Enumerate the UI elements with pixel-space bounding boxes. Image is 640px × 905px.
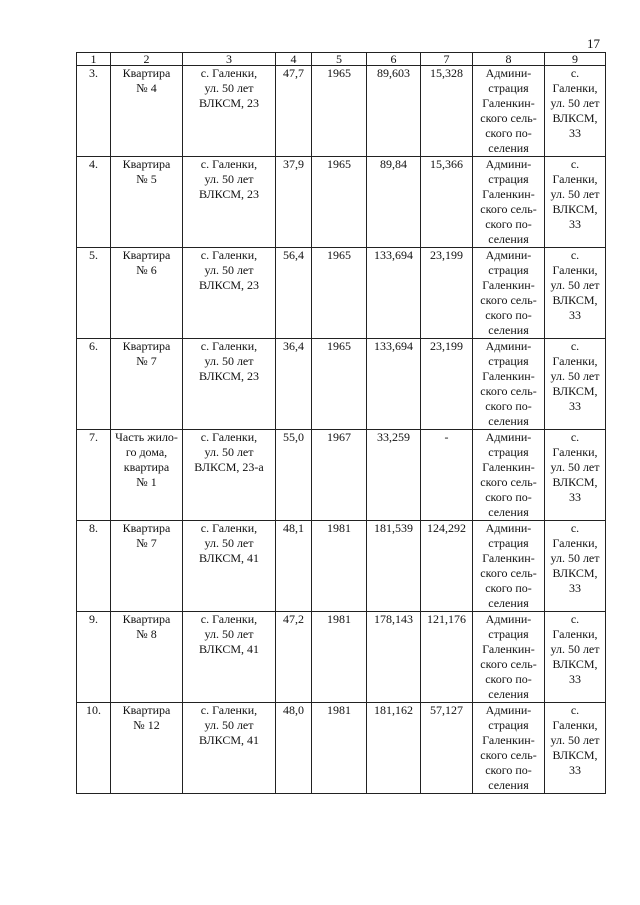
object-name-cell-text: Квартира № 4 — [122, 66, 171, 95]
column-header: 1 — [77, 53, 111, 66]
year-cell — [312, 339, 367, 430]
object-name-cell-text: Часть жило- го дома, квартира № 1 — [115, 430, 178, 489]
location-cell — [545, 66, 606, 157]
area-cell-text: 48,0 — [283, 703, 304, 717]
year-cell-text: 1981 — [327, 521, 351, 535]
address-cell — [183, 248, 276, 339]
column-header: 3 — [183, 53, 276, 66]
residual-value-cell-text: 121,176 — [427, 612, 466, 626]
page-number: 17 — [587, 36, 600, 51]
table-body — [77, 66, 606, 794]
value-cell-text: 133,694 — [374, 339, 413, 353]
object-name-cell — [111, 66, 183, 157]
table-row — [77, 521, 606, 612]
row-number-cell — [77, 612, 111, 703]
row-number-cell-text: 6. — [89, 339, 98, 353]
year-cell-text: 1965 — [327, 339, 351, 353]
object-name-cell-text: Квартира № 7 — [122, 339, 171, 368]
area-cell — [276, 157, 312, 248]
area-cell — [276, 66, 312, 157]
row-number-cell — [77, 157, 111, 248]
area-cell-text: 36,4 — [283, 339, 304, 353]
location-cell — [545, 430, 606, 521]
address-cell — [183, 612, 276, 703]
location-cell — [545, 339, 606, 430]
table-row — [77, 430, 606, 521]
table-row — [77, 612, 606, 703]
owner-cell-text: Админи- страция Галенкин- ского сель- ского по- селения — [480, 430, 537, 519]
year-cell — [312, 521, 367, 612]
residual-value-cell — [421, 703, 473, 794]
value-cell-text: 181,539 — [374, 521, 413, 535]
year-cell — [312, 66, 367, 157]
address-cell-text: с. Галенки, ул. 50 лет ВЛКСМ, 23 — [198, 66, 260, 110]
table-header-row — [77, 53, 606, 66]
table-row — [77, 157, 606, 248]
residual-value-cell-text: 124,292 — [427, 521, 466, 535]
year-cell — [312, 430, 367, 521]
owner-cell-text: Админи- страция Галенкин- ского сель- ского по- селения — [480, 339, 537, 428]
object-name-cell — [111, 430, 183, 521]
residual-value-cell-text: 57,127 — [430, 703, 463, 717]
location-cell-text: с. Галенки, ул. 50 лет ВЛКСМ, 33 — [550, 521, 600, 595]
area-cell-text: 48,1 — [283, 521, 304, 535]
object-name-cell — [111, 612, 183, 703]
row-number-cell — [77, 339, 111, 430]
year-cell-text: 1981 — [327, 703, 351, 717]
residual-value-cell-text: 15,366 — [430, 157, 463, 171]
object-name-cell-text: Квартира № 7 — [122, 521, 171, 550]
object-name-cell-text: Квартира № 12 — [122, 703, 171, 732]
location-cell — [545, 612, 606, 703]
area-cell — [276, 430, 312, 521]
address-cell — [183, 521, 276, 612]
area-cell-text: 37,9 — [283, 157, 304, 171]
value-cell-text: 178,143 — [374, 612, 413, 626]
table-row — [77, 66, 606, 157]
address-cell-text: с. Галенки, ул. 50 лет ВЛКСМ, 23 — [198, 339, 260, 383]
location-cell — [545, 248, 606, 339]
value-cell-text: 181,162 — [374, 703, 413, 717]
row-number-cell — [77, 521, 111, 612]
area-cell — [276, 612, 312, 703]
area-cell-text: 47,2 — [283, 612, 304, 626]
row-number-cell-text: 9. — [89, 612, 98, 626]
location-cell-text: с. Галенки, ул. 50 лет ВЛКСМ, 33 — [550, 66, 600, 140]
row-number-cell — [77, 430, 111, 521]
year-cell-text: 1981 — [327, 612, 351, 626]
area-cell-text: 47,7 — [283, 66, 304, 80]
owner-cell — [473, 248, 545, 339]
address-cell-text: с. Галенки, ул. 50 лет ВЛКСМ, 41 — [198, 703, 260, 747]
address-cell — [183, 157, 276, 248]
table-row — [77, 703, 606, 794]
value-cell — [367, 157, 421, 248]
value-cell — [367, 430, 421, 521]
residual-value-cell — [421, 157, 473, 248]
row-number-cell-text: 7. — [89, 430, 98, 444]
value-cell — [367, 339, 421, 430]
address-cell-text: с. Галенки, ул. 50 лет ВЛКСМ, 23 — [198, 157, 260, 201]
area-cell — [276, 703, 312, 794]
owner-cell — [473, 703, 545, 794]
column-header: 9 — [545, 53, 606, 66]
row-number-cell-text: 4. — [89, 157, 98, 171]
value-cell-text: 89,84 — [380, 157, 407, 171]
object-name-cell-text: Квартира № 5 — [122, 157, 171, 186]
value-cell — [367, 703, 421, 794]
area-cell — [276, 339, 312, 430]
owner-cell-text: Админи- страция Галенкин- ского сель- ского по- селения — [480, 521, 537, 610]
owner-cell-text: Админи- страция Галенкин- ского сель- ского по- селения — [480, 66, 537, 155]
location-cell-text: с. Галенки, ул. 50 лет ВЛКСМ, 33 — [550, 430, 600, 504]
column-header: 5 — [312, 53, 367, 66]
year-cell-text: 1965 — [327, 66, 351, 80]
address-cell-text: с. Галенки, ул. 50 лет ВЛКСМ, 41 — [198, 521, 260, 565]
area-cell — [276, 248, 312, 339]
object-name-cell — [111, 703, 183, 794]
address-cell-text: с. Галенки, ул. 50 лет ВЛКСМ, 41 — [198, 612, 260, 656]
residual-value-cell-text: 23,199 — [430, 339, 463, 353]
year-cell-text: 1965 — [327, 157, 351, 171]
value-cell — [367, 612, 421, 703]
area-cell-text: 55,0 — [283, 430, 304, 444]
owner-cell-text: Админи- страция Галенкин- ского сель- ского по- селения — [480, 157, 537, 246]
object-name-cell — [111, 521, 183, 612]
residual-value-cell — [421, 66, 473, 157]
residual-value-cell-text: 15,328 — [430, 66, 463, 80]
location-cell — [545, 703, 606, 794]
address-cell — [183, 66, 276, 157]
row-number-cell — [77, 66, 111, 157]
owner-cell-text: Админи- страция Галенкин- ского сель- ского по- селения — [480, 703, 537, 792]
property-registry-table — [76, 52, 606, 794]
year-cell — [312, 157, 367, 248]
table-row — [77, 339, 606, 430]
location-cell — [545, 521, 606, 612]
residual-value-cell-text: 23,199 — [430, 248, 463, 262]
location-cell — [545, 157, 606, 248]
object-name-cell-text: Квартира № 8 — [122, 612, 171, 641]
residual-value-cell — [421, 521, 473, 612]
row-number-cell-text: 3. — [89, 66, 98, 80]
owner-cell — [473, 612, 545, 703]
year-cell — [312, 612, 367, 703]
value-cell — [367, 521, 421, 612]
residual-value-cell — [421, 430, 473, 521]
location-cell-text: с. Галенки, ул. 50 лет ВЛКСМ, 33 — [550, 157, 600, 231]
address-cell — [183, 430, 276, 521]
row-number-cell-text: 8. — [89, 521, 98, 535]
column-header: 8 — [473, 53, 545, 66]
year-cell — [312, 248, 367, 339]
address-cell-text: с. Галенки, ул. 50 лет ВЛКСМ, 23 — [198, 248, 260, 292]
address-cell — [183, 339, 276, 430]
row-number-cell — [77, 248, 111, 339]
year-cell-text: 1965 — [327, 248, 351, 262]
value-cell-text: 133,694 — [374, 248, 413, 262]
address-cell — [183, 703, 276, 794]
value-cell — [367, 248, 421, 339]
residual-value-cell — [421, 612, 473, 703]
column-header: 7 — [421, 53, 473, 66]
owner-cell-text: Админи- страция Галенкин- ского сель- ского по- селения — [480, 248, 537, 337]
year-cell — [312, 703, 367, 794]
owner-cell — [473, 339, 545, 430]
area-cell-text: 56,4 — [283, 248, 304, 262]
owner-cell — [473, 157, 545, 248]
location-cell-text: с. Галенки, ул. 50 лет ВЛКСМ, 33 — [550, 612, 600, 686]
owner-cell — [473, 430, 545, 521]
row-number-cell-text: 10. — [86, 703, 101, 717]
location-cell-text: с. Галенки, ул. 50 лет ВЛКСМ, 33 — [550, 339, 600, 413]
year-cell-text: 1967 — [327, 430, 351, 444]
row-number-cell-text: 5. — [89, 248, 98, 262]
value-cell-text: 33,259 — [377, 430, 410, 444]
column-header: 6 — [367, 53, 421, 66]
value-cell-text: 89,603 — [377, 66, 410, 80]
object-name-cell — [111, 157, 183, 248]
location-cell-text: с. Галенки, ул. 50 лет ВЛКСМ, 33 — [550, 703, 600, 777]
owner-cell — [473, 521, 545, 612]
residual-value-cell — [421, 248, 473, 339]
object-name-cell — [111, 339, 183, 430]
area-cell — [276, 521, 312, 612]
row-number-cell — [77, 703, 111, 794]
table-row — [77, 248, 606, 339]
location-cell-text: с. Галенки, ул. 50 лет ВЛКСМ, 33 — [550, 248, 600, 322]
address-cell-text: с. Галенки, ул. 50 лет ВЛКСМ, 23-а — [194, 430, 264, 474]
object-name-cell — [111, 248, 183, 339]
value-cell — [367, 66, 421, 157]
owner-cell — [473, 66, 545, 157]
column-header: 2 — [111, 53, 183, 66]
residual-value-cell — [421, 339, 473, 430]
object-name-cell-text: Квартира № 6 — [122, 248, 171, 277]
residual-value-cell-text: - — [444, 430, 449, 444]
column-header: 4 — [276, 53, 312, 66]
owner-cell-text: Админи- страция Галенкин- ского сель- ского по- селения — [480, 612, 537, 701]
